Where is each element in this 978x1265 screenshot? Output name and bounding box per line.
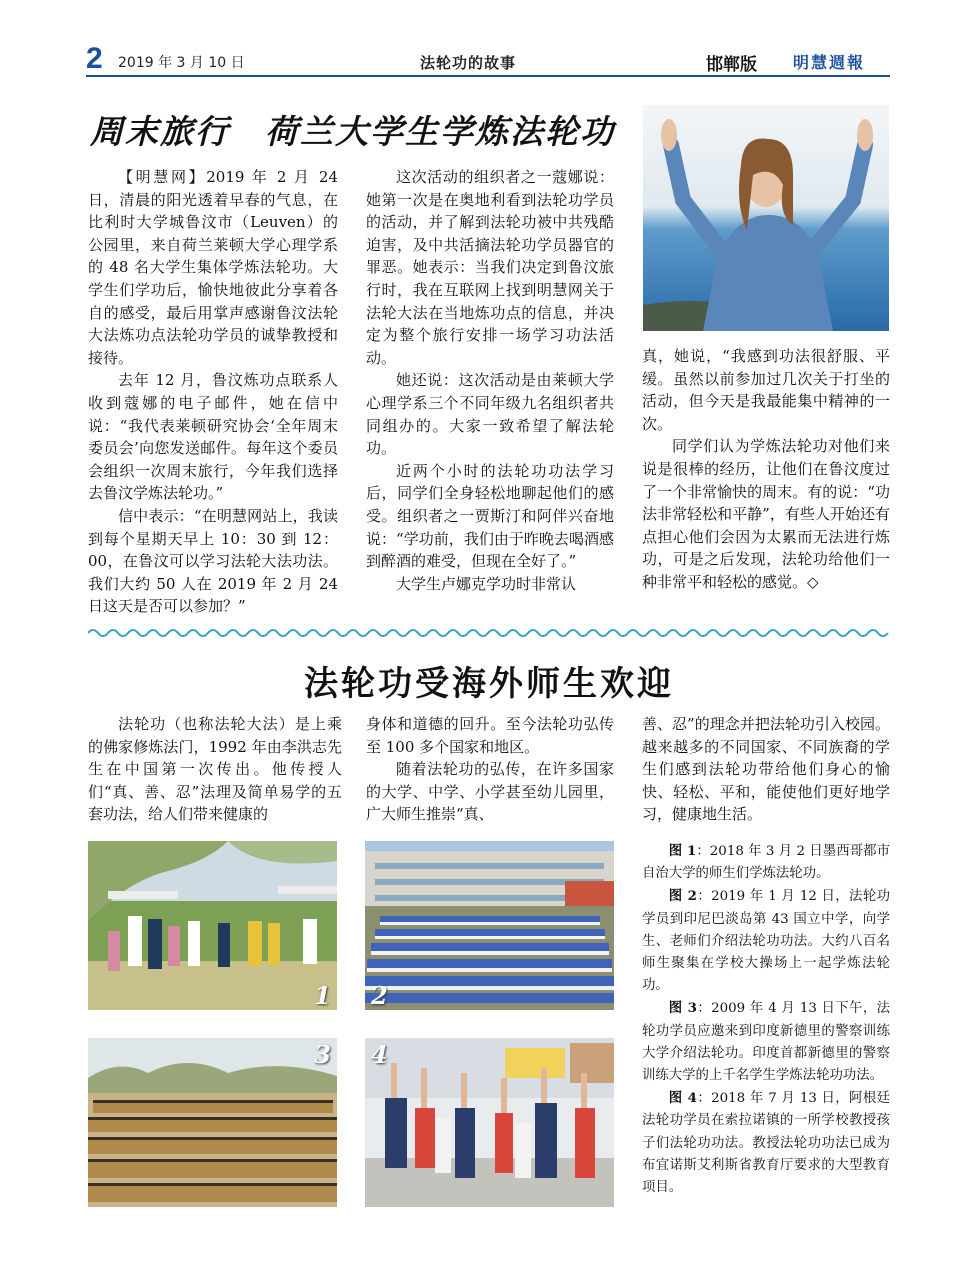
caption-1 — [642, 840, 890, 885]
photo-4-argentina-classroom — [365, 1038, 614, 1207]
article1-paragraph-4: 这次活动的组织者之一蔻娜说：她第一次是在奥地利看到法轮功学员的活动，并了解到法轮功被中共残酷迫害，及中共活摘法轮功学员器官的罪恶。她表示：当我们决定到鲁汶旅行时，我在互联网上找到明慧网关于法轮大法在当地炼功点的信息，并决定为整个旅行安排一场学习功法活动。 — [366, 168, 614, 367]
caption-label: 图 4 — [668, 1090, 697, 1107]
wavy-divider — [88, 626, 890, 640]
article1-paragraph-7-start: 大学生卢娜克学功时非常认 — [396, 574, 577, 593]
article2-column-1 — [88, 713, 342, 826]
caption-label: 图 3 — [668, 1000, 697, 1017]
article2-title: 法轮功受海外师生欢迎 — [304, 664, 674, 704]
caption-2 — [642, 885, 890, 997]
edition-name: 邯郸版 — [706, 55, 757, 75]
photo-number: 4 — [371, 1040, 388, 1069]
article1-paragraph-1: 【明慧网】2019 年 2 月 24 日，清晨的阳光透着早春的气息，在比利时大学城鲁汶市（Leuven）的公园里，来自荷兰莱顿大学心理学系的 48 名大学生集体学炼法轮功。大学生们学功后，愉快地彼此分享着各自的感受，最后用掌声感谢鲁汶法轮大法炼功点法轮功学员的诚挚教授和接待。 — [88, 168, 338, 367]
photo-captions — [642, 840, 890, 1199]
caption-label: 图 1 — [668, 843, 697, 859]
caption-text: ：2018 年 7 月 13 日，阿根廷法轮功学员在索拉诺镇的一所学校教授孩子们法轮功功法。教授法轮功功法已成为布宜诺斯艾利斯省教育厅要求的大型教育项目。 — [642, 1091, 890, 1196]
photo-woman-practicing — [643, 105, 889, 331]
photo-number: 1 — [314, 981, 331, 1010]
article1-title: 周末旅行 荷兰大学生学炼法轮功 — [90, 112, 615, 151]
article2-paragraph-2: 随着法轮功的弘传，在许多国家的大学、中学、小学甚至幼儿园里，广大师生推崇“真、 — [366, 760, 614, 824]
caption-text: ：2018 年 3 月 2 日墨西哥都市自治大学的师生们学炼法轮功。 — [642, 844, 890, 882]
header-rule — [86, 75, 890, 77]
article1-column-2 — [366, 166, 614, 595]
article1-paragraph-6: 近两个小时的法轮功功法学习后，同学们全身轻松地聊起他们的感受。组织者之一贾斯汀和阿伴兴奋地说：“学功前，我们由于昨晚去喝酒感到醉酒的难受，但现在全好了。” — [366, 461, 614, 571]
caption-text: ：2009 年 4 月 13 日下午，法轮功学员应邀来到印度新德里的警察训练大学介绍法轮功。印度首都新德里的警察训练大学的上千名学生学炼法轮功功法。 — [642, 1001, 890, 1084]
article1-paragraph-3: 信中表示：“在明慧网站上，我读到每个星期天早上 10：30 到 12：00，在鲁汶可以学习法轮大法功法。我们大约 50 人在 2019 年 2 月 24 日这天是否可以参加？” — [88, 506, 338, 616]
caption-3 — [642, 997, 890, 1087]
photo-number: 3 — [314, 1040, 331, 1069]
caption-4 — [642, 1087, 890, 1199]
section-name: 法轮功的故事 — [420, 54, 517, 72]
article2-paragraph-1-end: 身体和道德的回升。至今法轮功弘传至 100 多个国家和地区。 — [366, 715, 614, 756]
article2-column-2 — [366, 713, 614, 826]
photo-1-mexico-park — [88, 841, 337, 1010]
article2-column-3 — [642, 713, 890, 826]
article1-column-1 — [88, 166, 338, 618]
article1-paragraph-8: 同学们认为学炼法轮功对他们来说是很棒的经历，让他们在鲁汶度过了一个非常愉快的周末。有的说：“功法非常轻松和平静”，有些人开始还有点担心他们会因为太累而无法进行炼功，可是之后发现，法轮功给他们一种非常平和轻松的感觉。◇ — [642, 437, 890, 591]
article1-column-3 — [642, 345, 890, 594]
issue-date: 2019 年 3 月 10 日 — [118, 55, 245, 71]
caption-text: ：2019 年 1 月 12 日，法轮功学员到印尼巴淡岛第 43 国立中学，向学生、老师们介绍法轮功功法。大约八百名师生聚集在学校大操场上一起学炼法轮功。 — [642, 889, 890, 994]
article2-paragraph-1: 法轮功（也称法轮大法）是上乘的佛家修炼法门，1992 年由李洪志先生在中国第一次传出。他传授人们“真、善、忍”法理及简单易学的五套功法，给人们带来健康的 — [88, 715, 342, 824]
newspaper-name: 明慧週報 — [793, 53, 866, 72]
photo-2-indonesia-school — [365, 841, 614, 1010]
photo-3-india-police-academy — [88, 1038, 337, 1207]
article1-paragraph-2: 去年 12 月，鲁汶炼功点联系人收到蔻娜的电子邮件，她在信中说：“我代表莱顿研究协会‘全年周末委员会’向您发送邮件。每年这个委员会组织一次周末旅行，今年我们选择去鲁汶学炼法轮功。” — [88, 371, 338, 503]
photo-number: 2 — [371, 981, 388, 1010]
article1-paragraph-5: 她还说：这次活动是由莱顿大学心理学系三个不同年级九名组织者共同组办的。大家一致希望了解法轮功。 — [366, 371, 614, 458]
page-number: 2 — [86, 42, 103, 75]
article1-paragraph-7-end: 真，她说，“我感到功法很舒服、平缓。虽然以前参加过几次关于打坐的活动，但今天是我最能集中精神的一次。 — [642, 347, 890, 433]
caption-label: 图 2 — [668, 888, 697, 905]
article2-paragraph-2-end: 善、忍”的理念并把法轮功引入校园。越来越多的不同国家、不同族裔的学生们感到法轮功带给他们身心的愉快、轻松、平和，能使他们更好地学习，健康地生活。 — [642, 715, 890, 824]
